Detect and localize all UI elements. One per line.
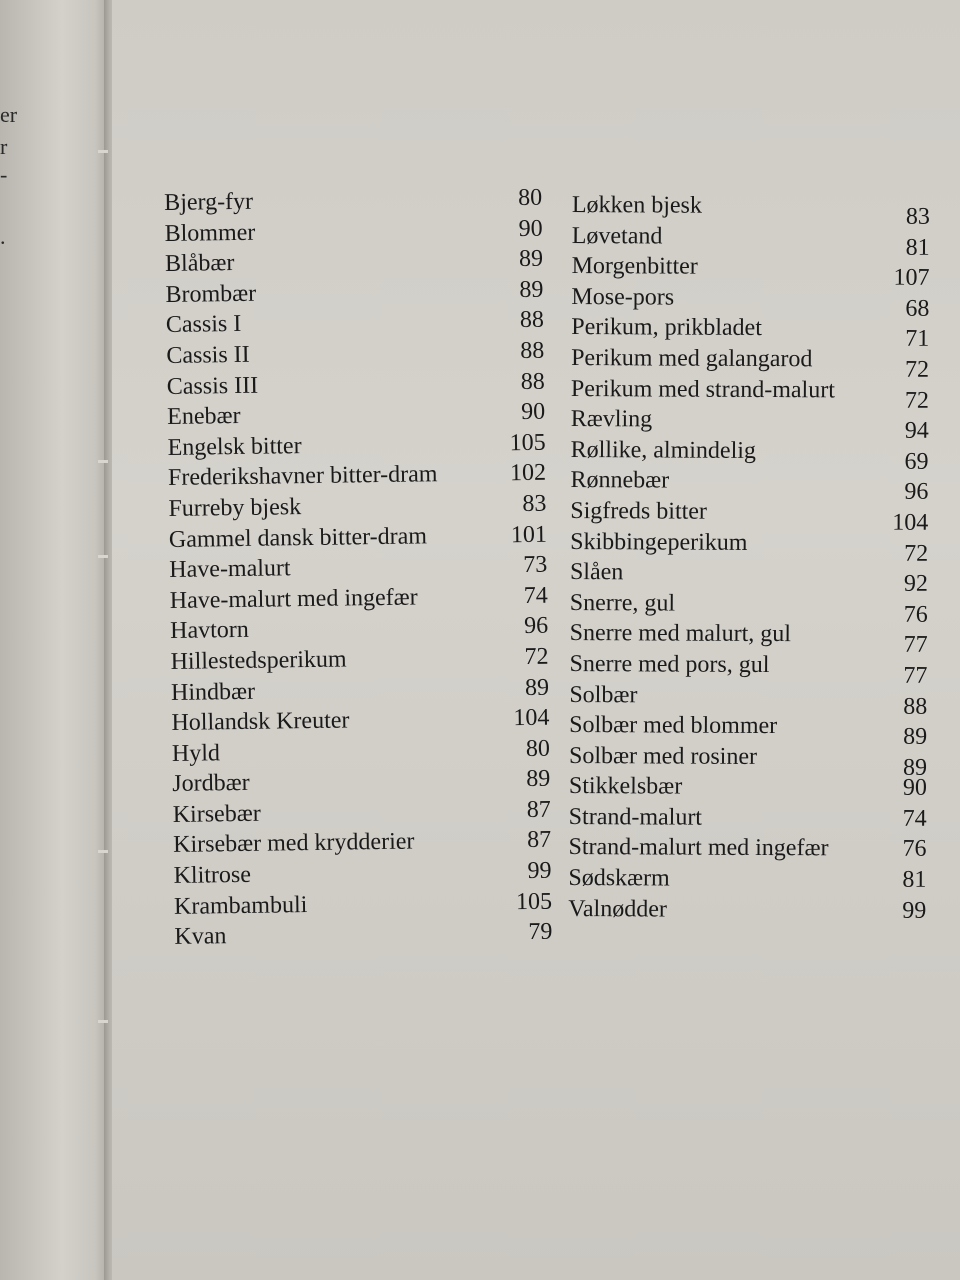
index-entry [569,649,928,689]
index-entry-page: 88 [520,337,545,365]
index-entry-page: 80 [525,735,551,762]
index-entry-page: 88 [519,307,545,334]
left-page [0,0,112,1280]
index-entry [571,251,930,292]
index-entry-name: Snerre, gul [569,589,676,617]
index-entry-page: 74 [523,582,548,609]
index-entry-name: Solbær med rosiner [568,742,758,770]
index-entry-name: Klitrose [173,861,252,889]
index-entry-page: 101 [510,521,548,548]
index-entry-name: Have-malurt med ingefær [169,584,418,614]
index-entry [569,679,928,720]
index-entry-page: 90 [520,398,546,426]
index-entry-name: Snerre med malurt, gul [569,620,792,648]
index-entry-name: Krambambuli [173,891,308,920]
index-entry-name: Solbær [569,681,638,708]
index-entry-page: 73 [523,551,548,579]
index-entry [569,618,928,659]
index-entry [571,343,930,383]
index-entry-page: 99 [902,897,927,924]
index-entry-name: Rønnebær [570,467,670,494]
index-entry-page: 76 [903,601,928,628]
index-entry-name: Solbær med blommer [569,712,778,740]
index-entry [570,465,929,506]
index-entry [570,527,929,567]
index-entry-name: Perikum med strand-malurt [570,375,835,403]
index-entry-page: 72 [904,356,930,383]
index-entry-name: Brombær [165,280,257,308]
index-entry-name: Strand-malurt [568,803,703,831]
binding-stitch [98,460,108,463]
index-entry-page: 88 [520,368,545,395]
index-entry-page: 104 [892,509,929,536]
index-entry [570,404,929,445]
index-entry [569,557,929,597]
index-entry-page: 89 [526,765,551,793]
index-entry-page: 90 [518,215,543,242]
left-page-text-fragment: er [0,102,18,127]
index-entry-name: Løvetand [571,222,663,250]
left-page-text-fragment: - [0,162,8,187]
left-page-text-fragment: . [0,224,6,249]
index-entry-page: 87 [526,827,552,854]
index-entry-name: Hindbær [170,678,256,706]
index-entry [174,917,552,953]
index-entry-page: 71 [905,326,930,353]
index-entry-page: 89 [903,723,928,750]
index-entry-page: 77 [903,632,928,659]
index-entry-name: Valnødder [568,895,667,923]
index-entry-name: Mose-pors [571,283,675,311]
index-entry-page: 102 [509,460,547,487]
index-entry-page: 69 [904,448,929,475]
index-entry-page: 80 [517,184,543,212]
index-entry [568,741,928,781]
index-entry-page: 89 [518,245,544,273]
index-entry-name: Hillestedsperikum [170,646,347,675]
index-entry-page: 72 [904,387,929,414]
index-entry-name: Perikum, prikbladet [571,314,762,342]
index-entry-page: 90 [902,775,927,802]
index-entry-page: 105 [515,888,553,915]
index-entry-name: Morgenbitter [571,253,698,280]
binding-stitch [98,1020,108,1023]
index-entry-page: 92 [903,570,929,597]
index-entry-page: 81 [902,866,927,893]
index-entry-name: Enebær [167,403,241,431]
index-entry-page: 77 [903,662,928,689]
index-entry-page: 76 [902,836,927,863]
index-entry-page: 96 [904,479,929,506]
index-entry-page: 96 [523,612,549,640]
index-entry-name: Blommer [164,219,256,247]
index-entry-page: 88 [903,693,928,720]
index-entry-page: 74 [902,805,927,832]
index-entry-name: Blåbær [164,250,235,278]
index-entry-name: Frederikshavner bitter-dram [167,461,438,492]
index-entry-page: 83 [905,203,930,230]
index-right-column [568,190,930,926]
index-entry [571,282,930,322]
index-entry-name: Sigfreds bitter [570,497,708,525]
index-entry-name: Slåen [569,559,624,586]
index-entry [571,312,930,353]
index-entry-name: Furreby bjesk [168,494,302,522]
index-entry-name: Cassis I [165,311,242,339]
index-entry-name: Snerre med pors, gul [569,650,770,678]
index-entry-page: 94 [904,417,929,445]
index-entry [571,221,930,261]
index-entry-name: Kvan [174,923,227,951]
index-entry [568,894,926,926]
binding-stitch [98,555,108,558]
binding-stitch [98,850,108,853]
index-entry-page: 68 [905,295,930,322]
index-entry-page: 89 [524,674,550,701]
index-entry-page: 105 [509,429,546,456]
index-entry-name: Engelsk bitter [167,432,302,461]
index-entry-name: Sødskærm [568,865,670,892]
index-entry [570,496,929,536]
left-page-text-fragment: r [0,134,8,159]
index-entry-page: 104 [513,704,550,732]
index-entry-name: Perikum med galangarod [571,344,813,373]
index-entry-name: Kirsebær med krydderier [172,829,415,859]
index-entry-page: 79 [528,918,553,946]
index-page [112,0,960,1280]
index-entry-page: 99 [527,857,552,885]
index-entry-name: Havtorn [170,617,250,645]
index-entry-name: Kirsebær [172,800,261,828]
index-entry [568,832,926,864]
index-entry-page: 83 [522,490,547,517]
index-entry-name: Bjerg-fyr [164,188,254,216]
index-entry [571,190,930,230]
index-entry-name: Strand-malurt med ingefær [568,834,829,862]
index-entry [568,863,926,895]
index-entry-name: Have-malurt [169,555,291,584]
index-entry-name: Cassis III [166,372,259,400]
index-entry-page: 87 [526,796,551,823]
index-entry-page: 89 [519,276,544,303]
index-entry [569,771,927,803]
index-entry-name: Røllike, almindelig [570,436,757,464]
index-entry-page: 72 [904,540,929,567]
index-entry-name: Cassis II [166,341,250,369]
binding-stitch [98,150,108,153]
index-entry-page: 81 [905,234,930,261]
index-left-column [164,183,553,953]
index-entry [569,710,928,750]
index-entry [569,588,928,628]
index-entry-name: Løkken bjesk [571,191,702,219]
index-entry-name: Skibbingeperikum [570,528,748,556]
index-entry-page: 89 [902,754,928,781]
index-entry-name: Gammel dansk bitter-dram [168,522,428,553]
index-entry-name: Rævling [570,406,653,433]
index-entry-name: Hyld [171,739,221,767]
index-entry-name: Hollandsk Kreuter [171,707,350,737]
index-entry-page: 72 [524,643,549,670]
index-entry [570,374,929,414]
index-entry-name: Jordbær [172,770,250,798]
index-entry [570,435,929,475]
index-entry [569,802,927,834]
index-entry-page: 107 [893,264,930,292]
index-entry-name: Stikkelsbær [568,773,683,800]
